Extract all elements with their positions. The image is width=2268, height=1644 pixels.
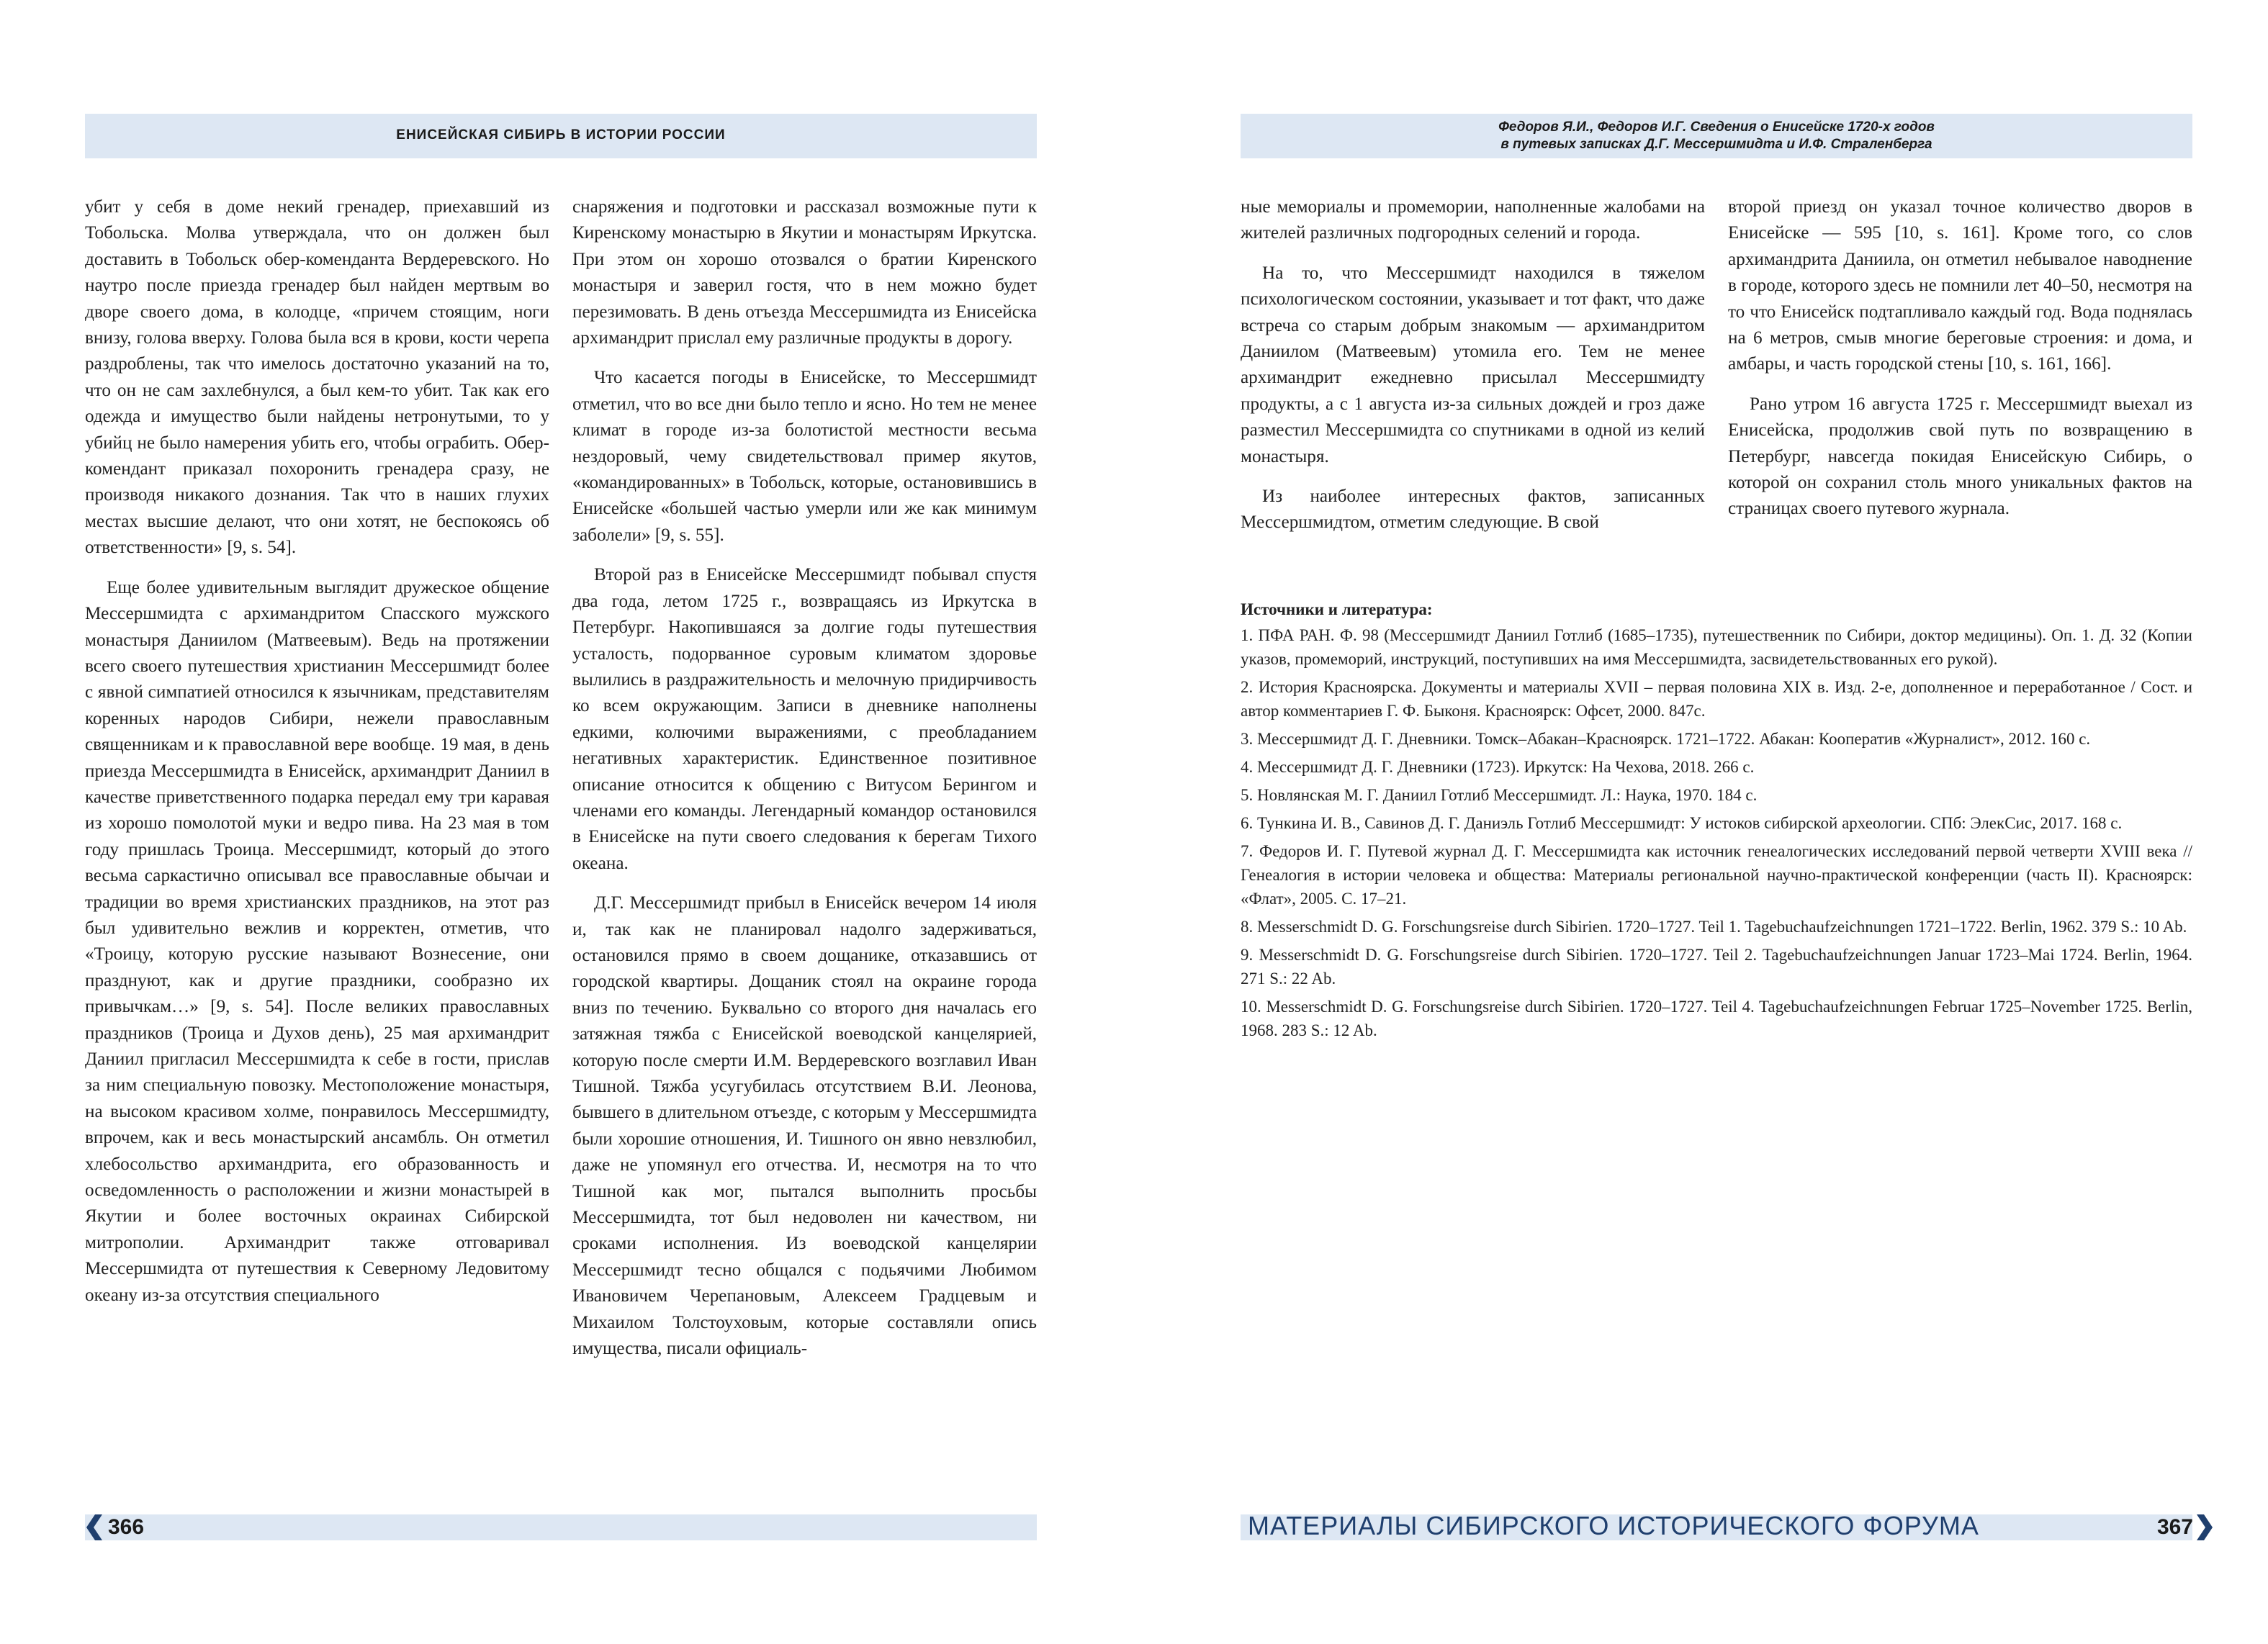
references-heading: Источники и литература: — [1241, 600, 1433, 618]
text-column-2 — [572, 194, 1037, 1362]
text-column-1 — [85, 194, 549, 1309]
reference-item: 3. Мессершмидт Д. Г. Дневники. Томск–Абакан–Красноярск. 1721–1722. Абакан: Кооператив «Журналист», 2012. 160 с. — [1241, 730, 2091, 748]
chevron-left-icon — [85, 1513, 105, 1542]
reference-item: 10. Messerschmidt D. G. Forschungsreise durch Sibirien. 1720–1727. Teil 4. Tagebuchaufzeichnungen Februar 1725–November 1725. Berlin, 1968. 283 S.: 12 Ab. — [1241, 998, 2192, 1039]
references-section — [1241, 597, 2192, 1047]
paragraph: убит у себя в доме некий гренадер, приехавший из Тобольска. Молва утверждала, что он должен был доставить в Тобольск обер-коменданта Вердеревского. Но наутро после приезда гренадер был найден мертвым во дворе своего дома, в колодце, «причем стоящим, ноги внизу, голова вверху. Голова была вся в крови, кости черепа раздроблены, так что имелось достаточно указаний на то, что он не сам захлебнулся, а был кем-то убит. Так как его одежда и имущество были найдены нетронутыми, то у убийц не было намерения убить его, чтобы ограбить. Обер-комендант приказал похоронить гренадера сразу, не производя никакого дознания. Так что в наших глухих местах высшие делают, что они хотят, не беспокоясь об ответственности» [9, s. 54]. — [85, 197, 549, 558]
chevron-right-icon — [2194, 1513, 2214, 1542]
page-number: 366 — [108, 1515, 145, 1539]
reference-item: 7. Федоров И. Г. Путевой журнал Д. Г. Мессершмидта как источник генеалогических исследований первой четверти XVIII века // Генеалогия в истории человека и общества: Материалы региональной научно-практической конференции (часть II). Красноярск: «Флат», 2005. С. 17–21. — [1241, 842, 2192, 908]
paragraph: второй приезд он указал точное количество дворов в Енисейске — 595 [10, s. 161]. Кроме того, со слов архимандрита Даниила, он отметил небывалое наводнение в городе, которого здесь не помнили лет 40–50, несмотря на то что Енисейск подтапливало каждый год. Вода поднялась на 6 метров, смыв многие береговые строения: и дома, и амбары, и часть городской стены [10, s. 161, 166]. — [1728, 197, 2192, 374]
paragraph: Рано утром 16 августа 1725 г. Мессершмидт выехал из Енисейска, продолжив свой путь по возвращению в Петербург, навсегда покидая Енисейскую Сибирь, о которой он сохранил столь много уникальных фактов на страницах своего путевого журнала. — [1728, 394, 2192, 519]
paragraph: Еще более удивительным выглядит дружеское общение Мессершмидта с архимандритом Спасского мужского монастыря Даниилом (Матвеевым). Ведь на протяжении всего своего путешествия христианин Мессершмидт более с явной симпатией относился к язычникам, представителям коренных народов Сибири, нежели православным священникам и к православной вере вообще. 19 мая, в день приезда Мессершмидта в Енисейск, архимандрит Даниил в качестве приветственного подарка передал ему три каравая из хорошо помолотой муки и ведро пива. На 23 мая в том году пришлась Троица. Мессершмидт, который до этого весьма саркастично описывал все православные обычаи и традиции во время христианских праздников, на этот раз был удивительно вежлив и корректен, отметив, что «Троицу, которую русские называют Вознесение, они празднуют, как и другие праздники, сообразно их привычкам…» [9, s. 54]. После великих православных праздников (Троица и Духов день), 25 мая архимандрит Даниил пригласил Мессершмидта к себе в гости, прислав за ним специальную повозку. Местоположение монастыря, на высоком красивом холме, понравилось Мессершмидту, впрочем, как и весь монастырский ансамбль. Он отметил хлебосольство архимандрита, его образованность и осведомленность о расположении и жизни монастырей в Якутии и более восточных окраинах Сибирской митрополии. Архимандрит также отговаривал Мессершмидта от путешествия к Северному Ледовитому океану из-за отсутствия специального — [85, 577, 549, 1305]
journal-title: МАТЕРИАЛЫ СИБИРСКОГО ИСТОРИЧЕСКОГО ФОРУМА — [1248, 1511, 1979, 1540]
text-column-1 — [1241, 194, 1705, 536]
paragraph: Что касается погоды в Енисейске, то Мессершмидт отметил, что во все дни было тепло и ясно. Но тем не менее климат в городе из-за болотистой местности весьма нездоровый, чему свидетельствовал пример якутов, «командированных» в Тобольск, которые, остановившись в Енисейске «большей частью умерли или же как минимум заболели» [9, s. 55]. — [572, 368, 1037, 545]
running-header — [85, 114, 1037, 158]
references-list — [1241, 623, 2192, 1042]
running-header-authors: Федоров Я.И., Федоров И.Г. Сведения о Енисейске 1720-х годов — [1498, 119, 1935, 135]
reference-item: 5. Новлянская М. Г. Даниил Готлиб Мессершмидт. Л.: Наука, 1970. 184 с. — [1241, 786, 1758, 804]
reference-item: 8. Messerschmidt D. G. Forschungsreise durch Sibirien. 1720–1727. Teil 1. Tagebuchaufzeichnungen 1721–1722. Berlin, 1962. 379 S.: 10 Ab. — [1241, 918, 2187, 936]
paragraph: снаряжения и подготовки и рассказал возможные пути к Киренскому монастырю в Якутии и монастырям Иркутска. При этом он хорошо отозвался о братии Киренского монастыря и заверил гостя, что в нем можно будет перезимовать. В день отъезда Мессершмидта из Енисейска архимандрит прислал ему различные продукты в дорогу. — [572, 197, 1037, 348]
reference-item: 6. Тункина И. В., Савинов Д. Г. Даниэль Готлиб Мессершмидт: У истоков сибирской археологии. СПб: ЭлекСис, 2017. 168 с. — [1241, 814, 2123, 832]
running-header — [1241, 114, 2192, 158]
reference-item: 9. Messerschmidt D. G. Forschungsreise durch Sibirien. 1720–1727. Teil 2. Tagebuchaufzeichnungen Januar 1723–Mai 1724. Berlin, 1964. 271 S.: 22 Ab. — [1241, 946, 2192, 988]
footer-band — [85, 1514, 1037, 1540]
right-page — [1134, 0, 2268, 1644]
paragraph: ные мемориалы и промемории, наполненные жалобами на жителей различных подгородных селений и города. — [1241, 197, 1705, 243]
paragraph: Второй раз в Енисейске Мессершмидт побывал спустя два года, летом 1725 г., возвращаясь из Иркутска в Петербург. Накопившаяся за долгие годы путешествия усталость, подорванное суровым климатом здоровье вылились в раздражительность и мелочную придирчивость ко всем окружающим. Записи в дневнике наполнены едкими, колючими выражениями, с преобладанием негативных характеристик. Единственное позитивное описание относится к общению с Витусом Берингом и членами его команды. Легендарный командор остановился в Енисейске на пути своего следования к берегам Тихого океана. — [572, 565, 1037, 873]
paragraph: Д.Г. Мессершмидт прибыл в Енисейск вечером 14 июля и, так как не планировал надолго задерживаться, остановился прямо в своем дощанике, отказавшись от городской квартиры. Дощаник стоял на окраине города вниз по течению. Буквально со второго дня началась его затяжная тяжба с Енисейской воеводской канцелярией, которую после смерти И.М. Вердеревского возглавил Иван Тишной. Тяжба усугубилась отсутствием В.И. Леонова, бывшего в длительном отъезде, с которым у Мессершмидта были хорошие отношения, И. Тишного он явно невзлюбил, даже не упомянул его отчества. И, несмотря на то что Тишной как мог, пытался выполнить просьбы Мессершмидта, тот был недоволен ни качеством, ни сроками исполнения. Из воеводской канцелярии Мессершмидт тесно общался с подьячими Любимом Ивановичем Черепановым, Алексеем Градцевым и Михаилом Толстоуховым, которые составляли опись имущества, писали официаль- — [572, 893, 1037, 1359]
reference-item: 2. История Красноярска. Документы и материалы XVII – первая половина XIX в. Изд. 2-е, дополненное и переработанное / Сост. и автор комментариев Г. Ф. Быконя. Красноярск: Офсет, 2000. 847с. — [1241, 678, 2192, 720]
running-header-title: ЕНИСЕЙСКАЯ СИБИРЬ В ИСТОРИИ РОССИИ — [396, 127, 726, 143]
reference-item: 1. ПФА РАН. Ф. 98 (Мессершмидт Даниил Готлиб (1685–1735), путешественник по Сибири, доктор медицины). Оп. 1. Д. 32 (Копии указов, промеморий, инструкций, поступивших на имя Мессершмидта, засвидетельствованных его рукой). — [1241, 626, 2192, 668]
page-number: 367 — [2156, 1515, 2193, 1539]
paragraph: На то, что Мессершмидт находился в тяжелом психологическом состоянии, указывает и тот факт, что даже встреча со старым добрым знакомым — архимандритом Даниилом (Матвеевым) утомила его. Тем не менее архимандрит ежедневно присылал Мессершмидту продукты, а с 1 августа из-за сильных дождей и гроз даже разместил Мессершмидта со спутниками в одной из келий монастыря. — [1241, 263, 1705, 466]
paragraph: Из наиболее интересных фактов, записанных Мессершмидтом, отметим следующие. В свой — [1241, 487, 1705, 533]
running-header-subtitle: в путевых записках Д.Г. Мессершмидта и И.Ф. Страленберга — [1500, 137, 1932, 152]
text-column-2 — [1728, 194, 2192, 523]
reference-item: 4. Мессершмидт Д. Г. Дневники (1723). Иркутск: На Чехова, 2018. 266 с. — [1241, 758, 1755, 776]
